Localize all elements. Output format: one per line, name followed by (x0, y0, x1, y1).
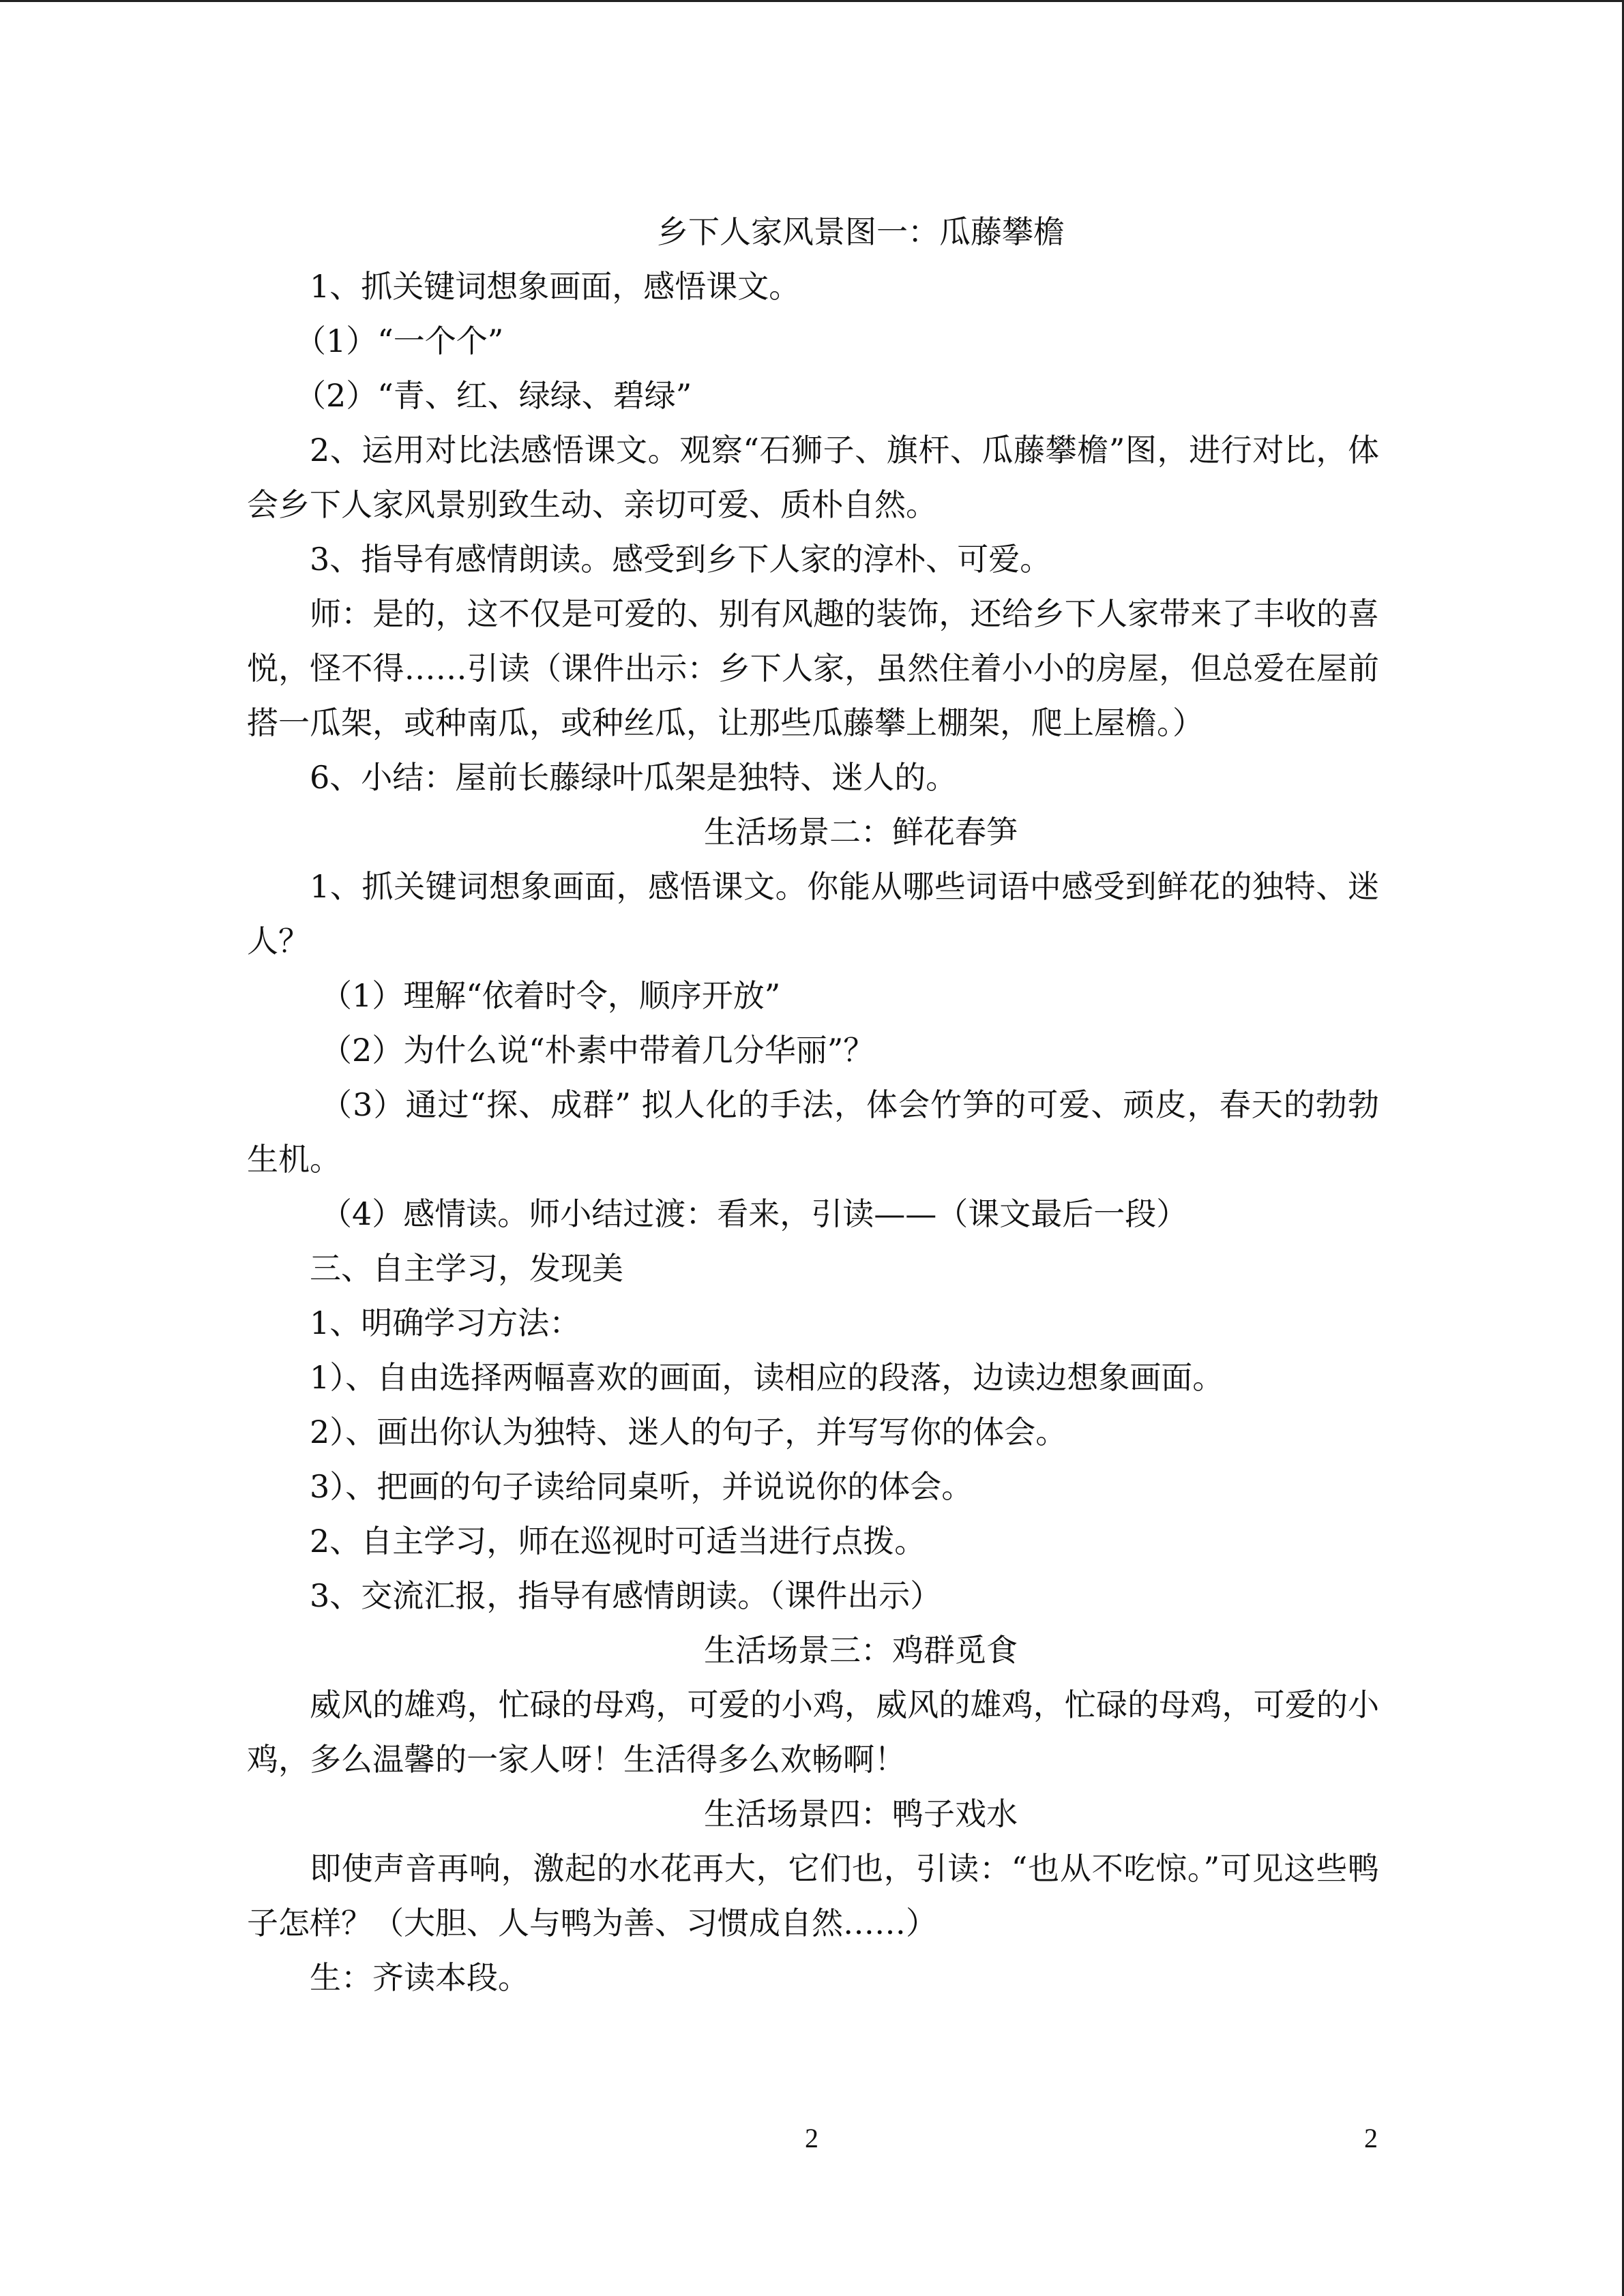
paragraph: 威风的雄鸡，忙碌的母鸡，可爱的小鸡，威风的雄鸡，忙碌的母鸡，可爱的小鸡，多么温馨的一家人呀！生活得多么欢畅啊！ (247, 1686, 1379, 1778)
body-line: （1）理解“依着时令，顺序开放” (321, 977, 781, 1014)
paragraph: 2、运用对比法感悟课文。观察“石狮子、旗杆、瓜藤攀檐”图，进行对比，体会乡下人家风景别致生动、亲切可爱、质朴自然。 (247, 432, 1379, 523)
body-line: （1）“一个个” (295, 323, 504, 359)
body-line: 生：齐读本段。 (310, 1959, 529, 1996)
page-border-top (0, 0, 1624, 2)
body-line: 1、明确学习方法： (310, 1304, 581, 1341)
body-line: 三、自主学习，发现美 (310, 1250, 623, 1287)
body-line: （2）“青、红、绿绿、碧绿” (295, 377, 692, 414)
body-line: （4）感情读。师小结过渡：看来，引读——（课文最后一段） (321, 1195, 1188, 1232)
page-number-right: 2 (1364, 2123, 1378, 2153)
section-heading: 乡下人家风景图一：瓜藤攀檐 (657, 213, 1065, 250)
body-line: （2）为什么说“朴素中带着几分华丽”？ (321, 1032, 875, 1069)
paragraph: （3）通过“探、成群” 拟人化的手法，体会竹笋的可爱、顽皮，春天的勃勃生机。 (247, 1086, 1379, 1178)
document-body (247, 205, 1379, 2005)
paragraph: 1、抓关键词想象画面，感悟课文。你能从哪些词语中感受到鲜花的独特、迷人？ (247, 868, 1379, 959)
body-line: 1、抓关键词想象画面，感悟课文。 (310, 268, 801, 305)
section-heading: 生活场景二：鲜花春笋 (704, 814, 1018, 850)
paragraph: 师：是的，这不仅是可爱的、别有风趣的装饰，还给乡下人家带来了丰收的喜悦，怪不得……引读（课件出示：乡下人家，虽然住着小小的房屋，但总爱在屋前搭一瓜架，或种南瓜，或种丝瓜，让那些瓜藤攀上棚架，爬上屋檐。） (247, 595, 1379, 741)
body-line: 6、小结：屋前长藤绿叶瓜架是独特、迷人的。 (310, 759, 958, 796)
body-line: 3）、把画的句子读给同桌听，并说说你的体会。 (310, 1468, 973, 1505)
page-number-center: 2 (805, 2123, 818, 2153)
body-line: 3、交流汇报，指导有感情朗读。（课件出示） (310, 1577, 942, 1614)
paragraph: 即使声音再响，激起的水花再大，它们也，引读：“也从不吃惊。”可见这些鸭子怎样？（大胆、人与鸭为善、习惯成自然……） (247, 1850, 1379, 1941)
section-heading: 生活场景三：鸡群觅食 (704, 1632, 1018, 1669)
section-heading: 生活场景四：鸭子戏水 (704, 1795, 1018, 1832)
body-line: 1）、自由选择两幅喜欢的画面，读相应的段落，边读边想象画面。 (310, 1359, 1224, 1396)
body-line: 3、指导有感情朗读。感受到乡下人家的淳朴、可爱。 (310, 541, 1052, 578)
body-line: 2）、画出你认为独特、迷人的句子，并写写你的体会。 (310, 1414, 1067, 1450)
body-line: 2、自主学习，师在巡视时可适当进行点拨。 (310, 1523, 926, 1560)
